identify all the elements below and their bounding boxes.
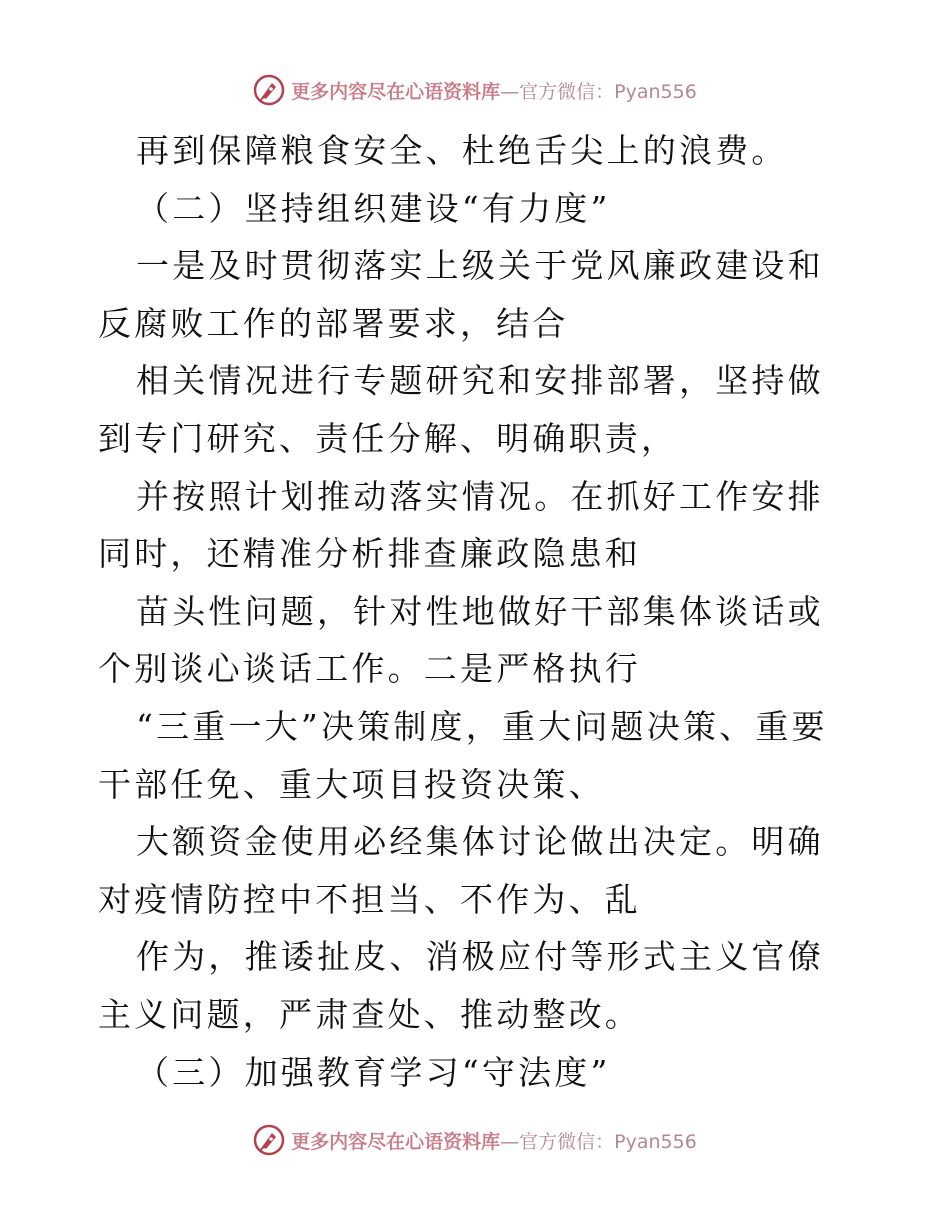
paragraph: 大额资金使用必经集体讨论做出决定。明确对疫情防控中不担当、不作为、乱 bbox=[98, 822, 824, 919]
paragraph: 相关情况进行专题研究和安排部署，坚持做到专门研究、责任分解、明确职责， bbox=[98, 361, 824, 458]
banner-main-text: 更多内容尽在心语资料库 bbox=[291, 1130, 501, 1153]
paragraph: 作为，推诿扯皮、消极应付等形式主义官僚主义问题，严肃查处、推动整改。 bbox=[98, 937, 824, 1034]
document-body bbox=[98, 122, 858, 1101]
section-heading: （二）坚持组织建设“有力度” bbox=[136, 188, 611, 228]
banner-main-text: 更多内容尽在心语资料库 bbox=[291, 80, 501, 103]
pen-nib-logo-icon bbox=[253, 1124, 285, 1156]
paragraph: 一是及时贯彻落实上级关于党风廉政建设和反腐败工作的部署要求，结合 bbox=[98, 246, 824, 343]
banner-sub-text: —官方微信：Pyan556 bbox=[500, 1130, 697, 1153]
paragraph: 并按照计划推动落实情况。在抓好工作安排同时，还精准分析排查廉政隐患和 bbox=[98, 476, 824, 574]
paragraph: 苗头性问题，针对性地做好干部集体谈话或个别谈心谈话工作。二是严格执行 bbox=[98, 591, 824, 689]
banner-sub-text: —官方微信：Pyan556 bbox=[500, 80, 697, 103]
footer-watermark-banner bbox=[0, 1120, 950, 1160]
paragraph: 再到保障粮食安全、杜绝舌尖上的浪费。 bbox=[136, 131, 788, 170]
section-heading: （三）加强教育学习“守法度” bbox=[136, 1052, 611, 1092]
paragraph: “三重一大”决策制度，重大问题决策、重要干部任免、重大项目投资决策、 bbox=[98, 706, 828, 804]
pen-nib-logo-icon bbox=[253, 74, 285, 106]
header-watermark-banner bbox=[0, 70, 950, 110]
